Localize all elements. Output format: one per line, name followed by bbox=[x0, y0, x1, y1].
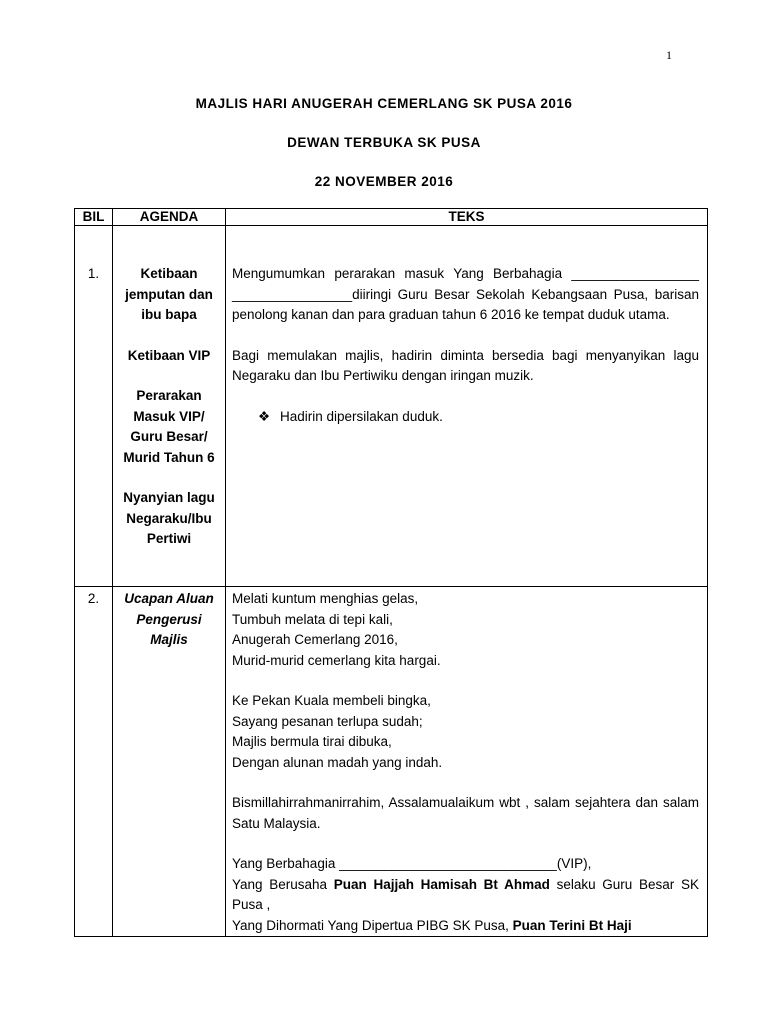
pantun-line: Melati kuntum menghias gelas, bbox=[232, 591, 419, 606]
bullet-text: Hadirin dipersilakan duduk. bbox=[280, 408, 443, 424]
pantun-line: Majlis bermula tirai dibuka, bbox=[232, 734, 392, 749]
vip-line: Yang Berbahagia _____________________________(VIP), bbox=[232, 856, 592, 871]
table-row bbox=[75, 226, 708, 587]
header-agenda: AGENDA bbox=[113, 209, 226, 226]
pantun-stanza bbox=[232, 589, 699, 671]
header-teks: TEKS bbox=[226, 209, 708, 226]
agenda-item: Ketibaan jemputan dan ibu bapa bbox=[125, 266, 213, 322]
pibg-line bbox=[232, 916, 699, 937]
pantun-line: Dengan alunan madah yang indah. bbox=[232, 754, 443, 770]
pantun-line: Ke Pekan Kuala membeli bingka, bbox=[232, 693, 431, 708]
guru-besar-suffix: selaku Guru Besar SK Pusa , bbox=[232, 876, 699, 912]
agenda-table bbox=[74, 208, 708, 937]
table-header-row bbox=[75, 209, 708, 226]
guru-besar-name: Puan Hajjah Hamisah Bt Ahmad bbox=[333, 876, 550, 892]
teks-cell bbox=[226, 226, 708, 587]
agenda-item: Ketibaan VIP bbox=[127, 347, 211, 363]
teks-paragraph: Bagi memulakan majlis, hadirin diminta bersedia bagi menyanyikan lagu Negaraku dan Ibu Pertiwiku dengan iringan muzik. bbox=[232, 347, 699, 383]
agenda-cell bbox=[113, 226, 226, 587]
row-number: 1. bbox=[75, 226, 113, 587]
salutation-block bbox=[232, 854, 699, 936]
document-title: MAJLIS HARI ANUGERAH CEMERLANG SK PUSA 2016 bbox=[195, 96, 573, 111]
document-date: 22 NOVEMBER 2016 bbox=[314, 174, 454, 189]
agenda-item: Ucapan Aluan Pengerusi Majlis bbox=[124, 591, 214, 647]
pantun-line: Sayang pesanan terlupa sudah; bbox=[232, 713, 423, 729]
pibg-prefix: Yang Dihormati Yang Dipertua PIBG SK Pusa, bbox=[232, 917, 513, 933]
diamond-bullet-icon: ❖ bbox=[258, 408, 271, 424]
row-number: 2. bbox=[75, 587, 113, 937]
guru-besar-prefix: Yang Berusaha bbox=[232, 876, 334, 892]
document-venue: DEWAN TERBUKA SK PUSA bbox=[287, 135, 481, 150]
page-number: 1 bbox=[666, 48, 672, 62]
guru-besar-line bbox=[232, 875, 699, 916]
agenda-item: Perarakan Masuk VIP/ Guru Besar/ Murid Tahun 6 bbox=[123, 388, 215, 465]
agenda-cell bbox=[113, 587, 226, 937]
teks-cell bbox=[226, 587, 708, 937]
pibg-name: Puan Terini Bt Haji bbox=[512, 917, 632, 933]
teks-paragraph: Mengumumkan perarakan masuk Yang Berbahagia _________________ ________________diiringi Guru Besar Sekolah Kebangsaan Pusa, barisan penolong kanan dan para graduan tahun 6 2016 ke tempat duduk utama. bbox=[232, 266, 699, 322]
pantun-line: Murid-murid cemerlang kita hargai. bbox=[232, 652, 441, 668]
pantun-stanza bbox=[232, 691, 699, 773]
pantun-line: Anugerah Cemerlang 2016, bbox=[232, 632, 398, 647]
pantun-line: Tumbuh melata di tepi kali, bbox=[232, 611, 393, 627]
table-row bbox=[75, 587, 708, 937]
greeting-paragraph: Bismillahirrahmanirrahim, Assalamualaikum wbt , salam sejahtera dan salam Satu Malaysia. bbox=[232, 795, 699, 831]
bullet-item bbox=[258, 407, 699, 428]
agenda-item: Nyanyian lagu Negaraku/Ibu Pertiwi bbox=[123, 490, 215, 546]
header-bil: BIL bbox=[75, 209, 113, 226]
